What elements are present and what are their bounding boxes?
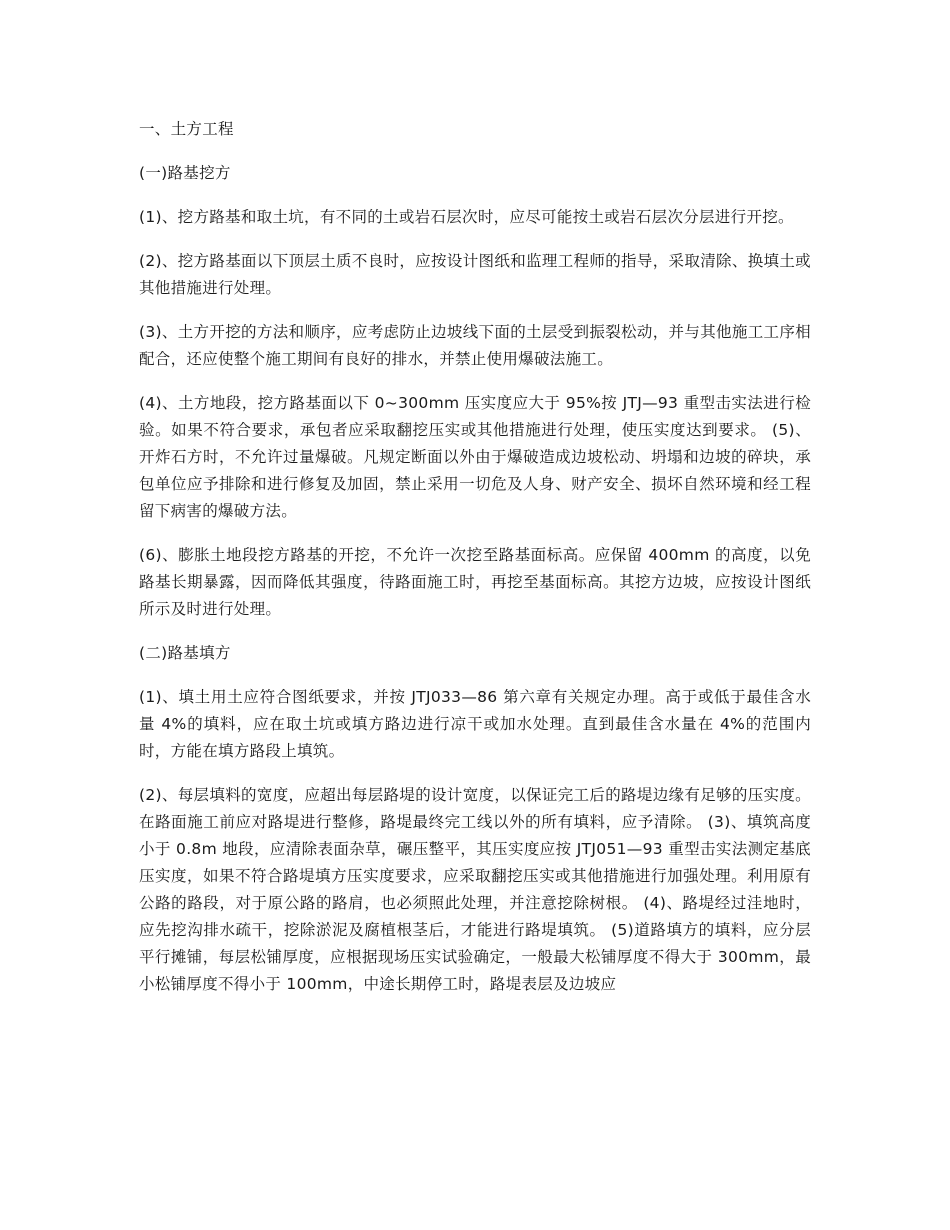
excavation-paragraph-2: (2)、挖方路基面以下顶层土质不良时，应按设计图纸和监理工程师的指导，采取清除、换填土或其他措施进行处理。 [139, 252, 811, 297]
excavation-paragraph-1: (1)、挖方路基和取土坑，有不同的土或岩石层次时，应尽可能按土或岩石层次分层进行开挖。 [139, 208, 794, 226]
excavation-paragraph-6: (6)、膨胀土地段挖方路基的开挖，不允许一次挖至路基面标高。应保留 400mm 的高度，以免路基长期暴露，因而降低其强度，待路面施工时，再挖至基面标高。其挖方边坡，应按设计图纸所示及时进行处理。 [139, 546, 811, 618]
fill-paragraph-1: (1)、填土用土应符合图纸要求，并按 JTJ033—86 第六章有关规定办理。高于或低于最佳含水量 4%的填料，应在取土坑或填方路边进行凉干或加水处理。直到最佳含水量在 4%的范围内时，方能在填方路段上填筑。 [139, 688, 811, 760]
fill-paragraph-2: (2)、每层填料的宽度，应超出每层路堤的设计宽度，以保证完工后的路堤边缘有足够的压实度。在路面施工前应对路堤进行整修，路堤最终完工线以外的所有填料，应予清除。 (3)、填筑高度小于 0.8m 地段，应清除表面杂草，碾压整平，其压实度应按 JTJ051—93 重型击实法测定基底压实度，如果不符合路堤填方压实度要求，应采取翻挖压实或其他措施进行加强处理。利用原有公路的路段，对于原公路的路肩，也必须照此处理，并注意挖除树根。 (4)、路堤经过洼地时，应先挖沟排水疏干，挖除淤泥及腐植根茎后，才能进行路堤填筑。 (5)道路填方的填料，应分层平行摊铺，每层松铺厚度，应根据现场压实试验确定，一般最大松铺厚度不得大于 300mm，最小松铺厚度不得小于 100mm，中途长期停工时，路堤表层及边坡应 [139, 786, 811, 993]
subsection-heading-excavation: (一)路基挖方 [139, 164, 231, 182]
document-page [139, 116, 811, 1015]
section-heading-earthwork: 一、土方工程 [139, 120, 234, 138]
subsection-heading-fill: (二)路基填方 [139, 644, 231, 662]
excavation-paragraph-3: (3)、土方开挖的方法和顺序，应考虑防止边坡线下面的土层受到振裂松动，并与其他施工工序相配合，还应使整个施工期间有良好的排水，并禁止使用爆破法施工。 [139, 323, 811, 368]
excavation-paragraph-4: (4)、土方地段，挖方路基面以下 0~300mm 压实度应大于 95%按 JTJ—93 重型击实法进行检验。如果不符合要求，承包者应采取翻挖压实或其他措施进行处理，使压实度达到要求。 (5)、开炸石方时，不允许过量爆破。凡规定断面以外由于爆破造成边坡松动、坍塌和边坡的碎块，承包单位应予排除和进行修复及加固，禁止采用一切危及人身、财产安全、损坏自然环境和经工程留下病害的爆破方法。 [139, 394, 811, 520]
